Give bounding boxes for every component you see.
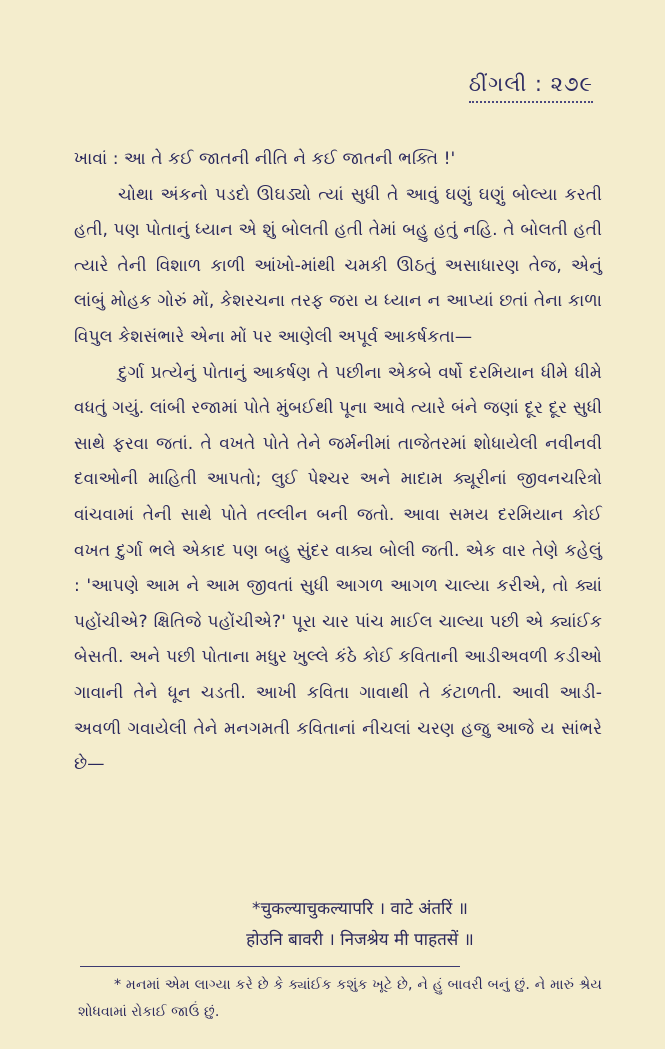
running-head-text: ઠીંગલી : ૨૭૯ — [468, 72, 593, 96]
body-text — [74, 142, 602, 783]
verse-line: होउनि बावरी । निजश्रेय मी पाहतसें ॥ — [246, 930, 474, 950]
footnote-rule — [80, 966, 460, 967]
verse-quote — [180, 894, 540, 956]
paragraph-continuation: ખાવાં : આ તે કઈ જાતની નીતિ ને કઈ જાતની ભક્તિ !' — [74, 149, 456, 169]
footnote-text: * મનમાં એમ લાગ્યા કરે છે કે ક્યાંઈક કશુંક ખૂટે છે, ને હું બાવરી બનું છું. ને મારું શ્રેય શોધવામાં રોકાઈ જાઉં છું. — [78, 977, 602, 1020]
footnote — [78, 972, 602, 1026]
paragraph: ચોથા અંકનો પડદો ઊઘડ્યો ત્યાં સુધી તે આવું ઘણું ઘણું બોલ્યા કરતી હતી, પણ પોતાનું ધ્યાન એ શું બોલતી હતી તેમાં બહુ હતું નહિ. તે બોલતી હતી ત્યારે તેની વિશાળ કાળી આંખો-માંથી ચમકી ઊઠતું અસાધારણ તેજ, એનું લાંબું મોહક ગોરું મોં, કેશરચના તરફ જરા ય ધ્યાન ન આપ્યાં છતાં તેના કાળા વિપુલ કેશસંભારે એના મોં પર આણેલી અપૂર્વ આકર્ષકતા— — [74, 184, 602, 347]
running-head — [469, 72, 593, 103]
running-head-rule — [469, 101, 593, 103]
paragraph: દુર્ગા પ્રત્યેનું પોતાનું આકર્ષણ તે પછીના એકબે વર્ષો દરમિયાન ધીમે ધીમે વધતું ગયું. લાંબી રજામાં પોતે મુંબઈથી પૂના આવે ત્યારે બંને જણાં દૂર દૂર સુધી સાથે ફરવા જતાં. તે વખતે પોતે તેને જર્મનીમાં તાજેતરમાં શોધાયેલી નવીનવી દવાઓની માહિતી આપતો; લુઈ પેશ્ચર અને માદામ ક્યૂરીનાં જીવનચરિત્રો વાંચવામાં તેની સાથે પોતે તલ્લીન બની જતો. આવા સમય દરમિયાન કોઈ વખત દુર્ગા ભલે એકાદ પણ બહુ સુંદર વાક્ય બોલી જતી. એક વાર તેણે કહેલું : 'આપણે આમ ને આમ જીવતાં સુધી આગળ આગળ ચાલ્યા કરીએ, તો ક્યાં પહોંચીએ? ક્ષિતિજે પહોંચીએ?' પૂરા ચાર પાંચ માઈલ ચાલ્યા પછી એ ક્યાંઈક બેસતી. અને પછી પોતાના મધુર ખુલ્લે કંઠે કોઈ કવિતાની આડીઅવળી કડીઓ ગાવાની તેને ધૂન ચડતી. આખી કવિતા ગાવાથી તે કંટાળતી. આવી આડી-અવળી ગવાયેલી તેને મનગમતી કવિતાનાં નીચલાં ચરણ હજુ આજે ય સાંભરે છે— — [74, 362, 602, 775]
verse-line: *चुकल्याचुकल्यापरि । वाटे अंतरिं ॥ — [252, 899, 468, 919]
